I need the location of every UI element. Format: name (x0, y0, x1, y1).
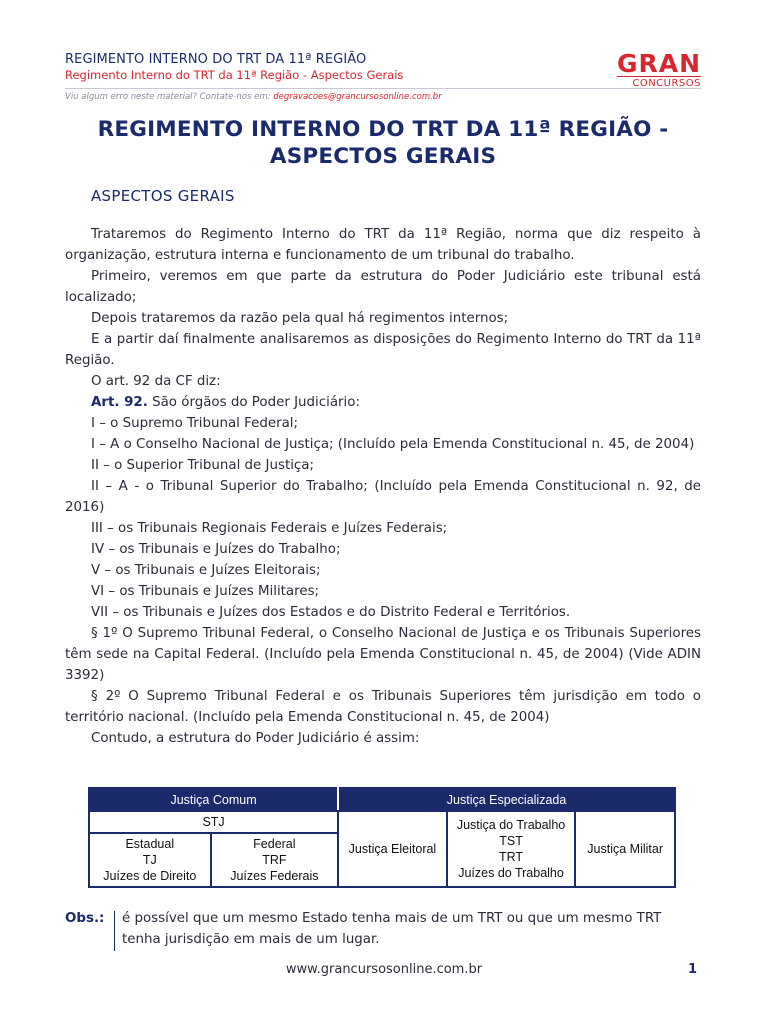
logo-sub-text: CONCURSOS (617, 76, 701, 89)
article-item: II – A - o Tribunal Superior do Trabalho; (Incluído pela Emenda Constitucional n. 92, de 2016) (65, 479, 701, 515)
obs-text: é possível que um mesmo Estado tenha mais de um TRT ou que um mesmo TRT tenha jurisdição em mais de um lugar. (122, 911, 662, 947)
cell-stj: STJ (89, 811, 338, 833)
article-label: Art. 92. (91, 395, 148, 410)
paragraph: Contudo, a estrutura do Poder Judiciário é assim: (91, 731, 420, 746)
article-item: I – A o Conselho Nacional de Justiça; (Incluído pela Emenda Constitucional n. 45, de 2004) (91, 437, 695, 452)
trabalho-line: TST (499, 834, 523, 848)
obs-divider (114, 911, 115, 951)
article-item: V – os Tribunais e Juízes Eleitorais; (91, 563, 321, 578)
article-item: VI – os Tribunais e Juízes Militares; (91, 584, 320, 599)
article-item: IV – os Tribunais e Juízes do Trabalho; (91, 542, 341, 557)
header-title: REGIMENTO INTERNO DO TRT DA 11ª REGIÃO (65, 52, 367, 67)
estadual-line: Juízes de Direito (103, 869, 197, 883)
judiciary-structure-table (88, 787, 676, 888)
article-paragraph: § 1º O Supremo Tribunal Federal, o Conselho Nacional de Justiça e os Tribunais Superiores têm sede na Capital Federal. (Incluído pela Emenda Constitucional n. 45, de 2004) (Vide ADIN 3392) (65, 626, 701, 683)
document-body (65, 224, 701, 749)
paragraph: Trataremos do Regimento Interno do TRT da 11ª Região, norma que diz respeito à organização, estrutura interna e funcionamento de um tribunal do trabalho. (65, 227, 701, 263)
federal-line: Juízes Federais (230, 869, 319, 883)
paragraph: E a partir daí finalmente analisaremos as disposições do Regimento Interno do TRT da 11ª Região. (65, 332, 701, 368)
obs-label: Obs.: (65, 911, 105, 926)
document-title: REGIMENTO INTERNO DO TRT DA 11ª REGIÃO - ASPECTOS GERAIS (97, 117, 669, 169)
header-justica-especializada: Justiça Especializada (338, 788, 675, 811)
trabalho-line: TRT (499, 850, 524, 864)
article-item: III – os Tribunais Regionais Federais e Juízes Federais; (91, 521, 448, 536)
article-item: VII – os Tribunais e Juízes dos Estados e do Distrito Federal e Territórios. (91, 605, 571, 620)
contact-prefix: Viu algum erro neste material? Contate-nos em: (65, 92, 274, 102)
cell-justica-trabalho (447, 811, 576, 887)
paragraph: Depois trataremos da razão pela qual há regimentos internos; (91, 311, 509, 326)
trabalho-line: Justiça do Trabalho (456, 818, 566, 832)
article-heading (65, 392, 701, 413)
contact-line (65, 92, 442, 102)
table-row (89, 811, 675, 833)
page-number: 1 (688, 962, 698, 977)
footer-website[interactable]: www.grancursosonline.com.br (285, 962, 483, 977)
federal-line: TRF (262, 853, 287, 867)
page-header (65, 49, 701, 89)
paragraph: Primeiro, veremos em que parte da estrutura do Poder Judiciário este tribunal está localizado; (65, 269, 701, 305)
cell-justica-militar: Justiça Militar (575, 811, 675, 887)
table-header-row (89, 788, 675, 811)
contact-email-link[interactable]: degravacoes@grancursosonline.com.br (273, 92, 442, 102)
estadual-line: TJ (142, 853, 157, 867)
header-justica-comum: Justiça Comum (89, 788, 338, 811)
logo-main-text: GRAN (616, 49, 701, 78)
article-text: São órgãos do Poder Judiciário: (147, 395, 360, 410)
article-paragraph: § 2º O Supremo Tribunal Federal e os Tribunais Superiores têm jurisdição em todo o território nacional. (Incluído pela Emenda Constitucional n. 45, de 2004) (65, 689, 701, 725)
estadual-line: Estadual (125, 837, 175, 851)
trabalho-line: Juízes do Trabalho (458, 866, 564, 880)
cell-justica-eleitoral: Justiça Eleitoral (338, 811, 447, 887)
article-item: II – o Superior Tribunal de Justiça; (91, 458, 315, 473)
gran-logo (616, 49, 701, 89)
cell-federal (211, 833, 339, 887)
section-heading: ASPECTOS GERAIS (91, 187, 235, 205)
article-item: I – o Supremo Tribunal Federal; (91, 416, 299, 431)
header-subtitle: Regimento Interno do TRT da 11ª Região - Aspectos Gerais (65, 68, 404, 82)
paragraph: O art. 92 da CF diz: (91, 374, 221, 389)
federal-line: Federal (253, 837, 296, 851)
header-divider (65, 88, 701, 89)
cell-estadual (89, 833, 211, 887)
